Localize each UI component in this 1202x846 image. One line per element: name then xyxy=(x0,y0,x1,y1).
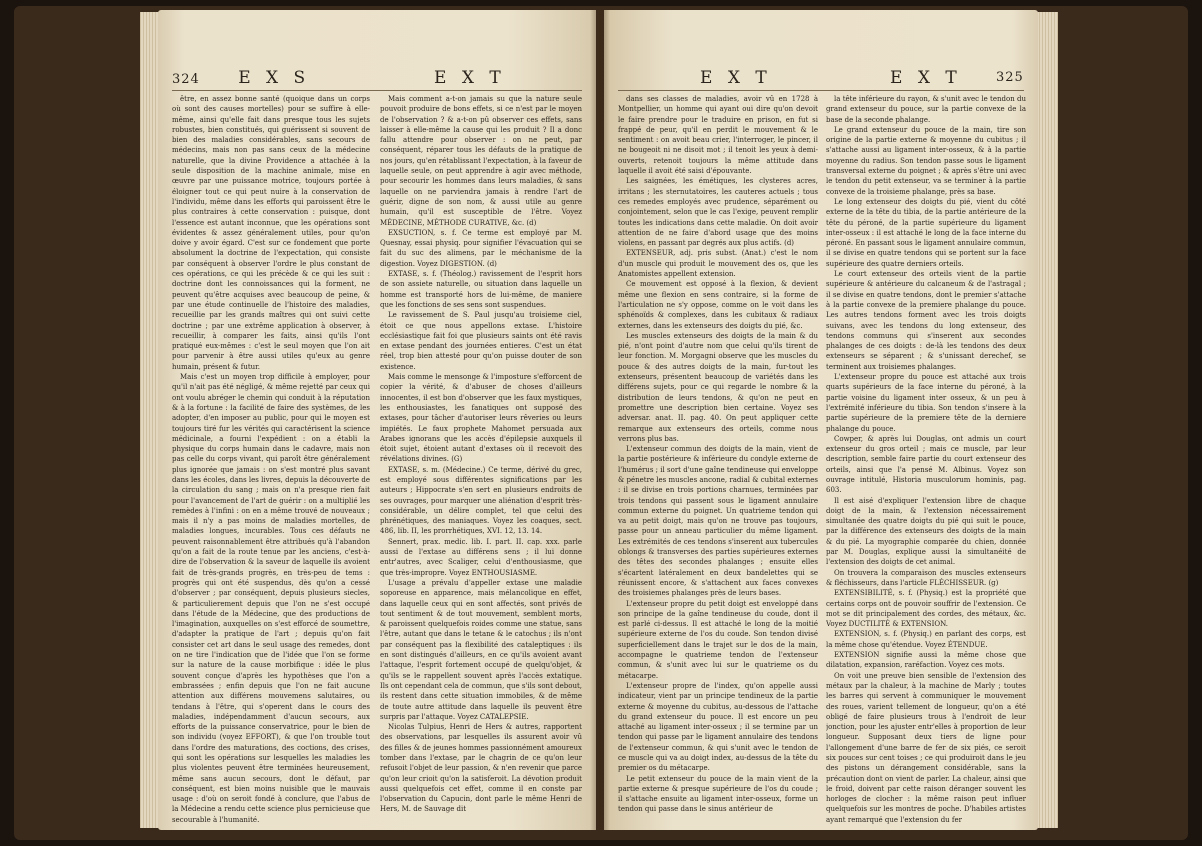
left-head-word-2: E X T xyxy=(434,68,506,88)
paragraph: On voit une preuve bien sensible de l'extension des métaux par la chaleur, à la machine de Marly ; toutes les barres qui servent à communiquer le mouvement des roues, varient tellement de longueur, qu'on a été obligé de faire plusieurs trous à l'endroit de leur jonction, pour les ajuster entr'elles à proportion de leur longueur. Supposant deux tiers de ligne pour l'allongement d'une barre de fer de six piés, ce seroit six pouces sur cent toises ; ce qui produiroit dans le jeu des pistons un dérangement considérable, sans la précaution dont on vient de parler. La chaleur, ainsi que le froid, doivent par cette raison déranger souvent les horloges de clocher : la même raison peut influer quelquefois sur les montres de poche. D'habiles artistes ayant remarqué que l'extension du fer xyxy=(826,671,1026,824)
paragraph: être, en assez bonne santé (quoique dans un corps où sont des causes mortelles) pour se suffire à elle-même, ainsi qu'elle fait dans presque tous les sujets robustes, bien constitués, qui guérissent si souvent de bien des maladies considérables, sans secours de médecins, mais non pas sans ceux de la médecine naturelle, que la divine Providence a attachée à la seule disposition de la machine animale, mise en œuvre par une puissance motrice, toujours portée à éloigner tout ce qui peut nuire à la conservation de l'individu, même dans les efforts qui paroissent être le plus contraires à cette conservation : puisque, dont l'essence est autant inconnue, que les opérations sont évidentes & assez généralement utiles, pour qu'on doive y avoir égard. C'est sur ce fondement que porte absolument la doctrine de l'expectation, qui consiste par conséquent à observer l'ordre le plus constant de ces opérations, ce qui les précède & ce qui les suit : doctrine dont les connoissances qui la forment, ne peuvent qu'être acquises avec beaucoup de peine, & par une étude continuelle de l'histoire des maladies, recueillie par les grands maîtres qui ont suivi cette doctrine ; par une extrême application à observer, à recueillir, à comparer les faits, ainsi qu'ils l'ont pratiqué eux-mêmes : c'est le seul moyen que l'on ait pour parvenir à être aussi utiles qu'eux au genre humain, présent & futur. xyxy=(172,95,370,371)
left-page-number: 324 xyxy=(172,72,200,87)
paragraph: On trouvera la comparaison des muscles extenseurs & fléchisseurs, dans l'article FLÉCHISSEUR. (g) xyxy=(826,568,1026,587)
right-page xyxy=(604,10,1038,830)
paragraph: Sennert, prax. medic. lib. I. part. II. cap. xxx. parle aussi de l'extase au différens sens ; il lui donne entr'autres, avec Scaliger, celui d'enthousiasme, que que très-impropre. Voyez ENTHOUSIASME. xyxy=(380,537,582,577)
right-page-column-2 xyxy=(826,94,1026,824)
paragraph: Le petit extenseur du pouce de la main vient de la partie externe & presque supérieure de l'os du coude ; il s'attache ensuite au ligament inter-osseux, forme un tendon qui passe dans le sinus antérieur de xyxy=(618,774,818,814)
paragraph: Le court extenseur des orteils vient de la partie supérieure & antérieure du calcaneum & de l'astragal ; il se divise en quatre tendons, dont le premier s'attache à la partie convexe de la premiere phalange du pouce. Les autres tendons forment avec les trois doigts suivans, avec les tendons du long extenseur, des tendons communs qui s'inserent aux secondes phalanges de ces doigts : de-là les tendons des deux extenseurs se séparent ; & s'unissant derechef, se terminent aux troisiemes phalanges. xyxy=(826,270,1026,371)
left-page xyxy=(158,10,596,830)
right-head-word-2: E X T xyxy=(890,68,962,88)
paragraph: Mais c'est un moyen trop difficile à employer, pour qu'il n'ait pas été négligé, & même rejetté par ceux qui ont voulu abréger le chemin qui conduit à la réputation & à la fortune : la facilité de faire des systèmes, de les adopter, d'en imposer au public, pour qui le moyen est toujours tiré fur les vérités qui caractérisent la science médicinale, a fourni l'expédient : on a établi la physique du corps humain dans le cadavre, mais non pas celle du corps vivant, qui paroît être généralement plus ignorée que jamais : on s'est montré plus savant dans les écoles, dans les livres, depuis la découverte de la circulation du sang ; mais on n'a presque rien fait pour l'avancement de l'art de guérir : on a multiplié les remèdes à l'infini : on en a même trouvé de nouveaux ; mais il n'y a pas moins de maladies mortelles, de maladies longues, incurables. Tous ces défauts ne peuvent raisonnablement être attribués qu'à l'abandon qu'on a fait de la route tenue par les anciens, c'est-à-dire de l'observation & la saveur de laquelle ils avoient fait de très-grands progrès, en très-peu de tems : progrès qui ont été suspendus, dès qu'on a cessé d'observer ; par conséquent, depuis plusieurs siecles, & particulierement depuis que l'on ne s'est occupé dans l'étude de la Médecine, que des productions de l'imagination, auxquelles on s'est efforcé de soumettre, d'adapter la pratique de l'art ; depuis qu'on fait consister cet art dans le seul usage des remedes, dont on ne tire l'indication que de l'idée que l'on se forme sur la nature de la cause morbifique : idée le plus souvent conçue d'après les hypothèses que l'on a embrassées ; enfin depuis que l'on ne fait aucune attention aux différens mouvemens salutaires, ou tendans à l'être, qui s'operent dans le cours des maladies, indépendamment d'aucun secours, aux efforts de la puissance conservatrice, pour le bien de son individu (voyez EFFORT), & que l'on trouble tout dans l'ordre des maturations, des coctions, des crises, qui sont les opérations sur lesquelles les maladies les plus violentes peuvent être terminées heureusement, même sans aucun secours, dont le défaut, par conséquent, est bien moins nuisible que le mauvais usage : d'où on seroit fondé à conclure, que l'abus de la Médecine a rendu cette science plus pernicieuse que secourable à l'humanité. xyxy=(172,373,370,824)
right-running-head xyxy=(618,68,1026,88)
paragraph: dans ses classes de maladies, avoir vû en 1728 à Montpellier, un homme qui ayant oui dire qu'on devoit le faire prendre pour le traduire en prison, en fut si frappé de peur, qu'il en perdit le mouvement & le sentiment : on avoit beau crier, l'interroger, le pincer, il ne bougeoit ni ne disoit mot ; il tenoit les yeux à demi-ouverts, retenoit toujours la même attitude dans laquelle il avoit été saisi d'épouvante. xyxy=(618,95,818,176)
right-page-edges xyxy=(1036,12,1058,828)
left-running-head xyxy=(172,68,582,88)
left-page-column-1 xyxy=(172,94,370,824)
right-page-number: 325 xyxy=(996,70,1024,85)
paragraph: L'usage a prévalu d'appeller extase une maladie soporeuse en apparence, mais mélancolique en effet, dans laquelle ceux qui en sont affectés, sont privés de tout sentiment & de tout mouvement, semblent morts, & paroissent quelquefois roides comme une statue, sans l'être, autant que dans le tetane & le catochus ; ils n'ont par conséquent pas la flexibilité des cataleptiques : ils en sont distingués d'ailleurs, en ce qu'ils avoient avant l'attaque, l'esprit fortement occupé de quelqu'objet, & qu'ils se le rappellent souvent après l'accès extatique. Ils ont cependant cela de commun, que s'ils sont debout, ils restent dans cette situation immobiles, & de même de toute autre attitude dans laquelle ils peuvent être surpris par l'attaque. Voyez CATALEPSIE. xyxy=(380,578,582,721)
paragraph: Mais comment a-t-on jamais su que la nature seule pouvoit produire de bons effets, si ce n'est par le moyen de l'observation ? & a-t-on pû observer ces effets, sans laisser à elle-même la cause qui les produit ? Il a donc fallu attendre pour observer : on ne peut, par conséquent, réparer tous les défauts de la pratique de nos jours, qu'en rétablissant l'expectation, à la faveur de laquelle seule, on peut apprendre à agir avec méthode, pour secourir les hommes dans leurs maladies, & sans laquelle on ne parviendra jamais à rendre l'art de guérir, digne de son nom, & aussi utile au genre humain, qu'il est susceptible de l'être. Voyez MÉDECINE, MÉTHODE CURATIVE, &c. (d) xyxy=(380,95,582,227)
paragraph: Le grand extenseur du pouce de la main, tire son origine de la partie externe & moyenne du cubitus ; il s'attache aussi au ligament inter-osseux, & à la partie moyenne du radius. Son tendon passe sous le ligament transversal externe du poignet ; & après s'être uni avec le tendon du petit extenseur, va se terminer à la partie convexe de la troisieme phalange, près sa base. xyxy=(826,125,1026,196)
left-page-edges xyxy=(140,12,160,828)
book-gutter xyxy=(590,10,610,830)
paragraph: Le ravissement de S. Paul jusqu'au troisieme ciel, étoit ce que nous appellons extase. L'histoire ecclésiastique fait foi que plusieurs saints ont été ravis en extase pendant des journées entieres. C'est un état réel, trop bien attesté pour qu'on puisse douter de son existence. xyxy=(380,311,582,371)
right-head-word-1: E X T xyxy=(700,68,772,88)
paragraph: EXTENSION, s. f. (Physiq.) en parlant des corps, est la même chose qu'étendue. Voyez ÉTENDUE. xyxy=(826,630,1026,649)
paragraph: EXTENSION signifie aussi la même chose que dilatation, expansion, raréfaction. Voyez ces mots. xyxy=(826,651,1026,670)
paragraph: L'extenseur propre du pouce est attaché aux trois quarts supérieurs de la face interne du péroné, à la partie voisine du ligament inter osseux, & un peu à l'extrémité inférieure du tibia. Son tendon s'insere à la partie supérieure de la premiere tête de la derniere phalange du pouce. xyxy=(826,373,1026,433)
left-head-rule xyxy=(172,90,582,91)
paragraph: la tête inférieure du rayon, & s'unit avec le tendon du grand extenseur du pouce, sur la partie convexe de la base de la seconde phalange. xyxy=(826,95,1026,124)
paragraph: Nicolas Tulpius, Henri de Hers & autres, rapportent des observations, par lesquelles ils assurent avoir vû des filles & de jeunes hommes passionnément amoureux tomber dans l'extase, par le chagrin de ce qu'on leur refusoit l'objet de leur passion, & n'en revenir que parce qu'on leur crioit qu'on la satisferoit. La dévotion produit aussi quelquefois cet effet, comme il en conste par l'observation du Capucin, dont parle le même Henri de Hers, M. de Sauvage dit xyxy=(380,723,582,814)
paragraph: EXSUCTION, s. f. Ce terme est employé par M. Quesnay, essai physiq. pour signifier l'évacuation qui se fait du suc des alimens, par le méchanisme de la digestion. Voyez DIGESTION. (d) xyxy=(380,228,582,268)
paragraph: Les saignées, les émétiques, les clysteres acres, irritans ; les sternutatoires, les cauteres actuels ; tous ces remedes employés avec prudence, séparément ou conjointement, selon que le cas l'exige, peuvent remplir toutes les indications dans cette maladie. On doit avoir attention de ne faire d'abord usage que des moins violens, en passant par degrés aux plus actifs. (d) xyxy=(618,177,818,248)
right-head-rule xyxy=(618,90,1024,91)
left-head-word-1: E X S xyxy=(238,68,311,88)
paragraph: EXTENSIBILITÉ, s. f. (Physiq.) est la propriété que certains corps ont de pouvoir souffrir de l'extension. Ce mot se dit principalement des cordes, des métaux, &c. Voyez DUCTILITÉ & EXTENSION. xyxy=(826,589,1026,629)
paragraph: L'extenseur propre de l'index, qu'on appelle aussi indicateur, vient par un principe tendineux de la partie externe & moyenne du cubitus, au-dessous de l'attache du grand extenseur du pouce. Il est encore un peu attaché au ligament inter-osseux ; il se termine par un tendon qui passe par le ligament annulaire des tendons de l'extenseur commun, & qui s'unit avec le tendon de ce muscle qui va au doigt index, au-dessus de la tête du premier os du métacarpe. xyxy=(618,681,818,773)
paragraph: EXTENSEUR, adj. pris subst. (Anat.) c'est le nom d'un muscle qui produit le mouvement des os, que les Anatomistes appellent extension. xyxy=(618,249,818,279)
paragraph: Ce mouvement est opposé à la flexion, & devient même une flexion en sens contraire, si la forme de l'articulation ne s'y oppose, comme on le voit dans les sphénoïds & complexes, dans les cubitaux & radiaux externes, dans les extenseurs des doigts du pié, &c. xyxy=(618,280,818,330)
paragraph: Il est aisé d'expliquer l'extension libre de chaque doigt de la main, & l'extension nécessairement simultanée des quatre doigts du pié qui suit le pouce, par la différence des extenseurs des doigts de la main & du pié. La myographie comparée du chien, donnée par M. Douglas, explique aussi la simultanéité de l'extension des doigts de cet animal. xyxy=(826,496,1026,567)
paragraph: L'extenseur propre du petit doigt est enveloppé dans son principe de la gaîne tendineuse du coude, dont il est parlé ci-dessus. Il est attaché le long de la moitié supérieure externe de l'os du coude. Son tendon divisé superficiellement dans le trajet sur le dos de la main, accompagne le quatrieme tendon de l'extenseur commun, & s'unit avec lui sur le quatrieme os du métacarpe. xyxy=(618,599,818,680)
paragraph: L'extenseur commun des doigts de la main, vient de la partie postérieure & inférieure du condyle externe de l'humérus ; il sort d'une gaîne tendineuse qui enveloppe & pénetre les muscles ancone, radial & cubital externes : il se divise en trois portions charnues, terminées par trois tendons qui passent sous le ligament annulaire commun externe du poignet. Un quatrieme tendon qui va au petit doigt, mais qu'on ne trouve pas toujours, passe pour un anneau particulier du même ligament. Les extrémités de ces tendons s'inserent aux tubercules oblongs & transverses des parties supérieures externes des têtes des secondes phalanges ; ensuite elles s'écartent latéralement en deux bandelettes qui se réunissent encore, & s'attachent aux faces convexes des troisiemes phalanges près de leurs bases. xyxy=(618,445,818,598)
right-page-column-1 xyxy=(618,94,818,824)
paragraph: Les muscles extenseurs des doigts de la main & du pié, n'ont point d'autre nom que celui qu'ils tirent de leur fonction. M. Morgagni observe que les muscles du pouce & des autres doigts de la main, fur-tout les extenseurs, présentent beaucoup de variétés dans les différens sujets, pour ce qui regarde le nombre & la distribution de leurs tendons, & qu'on ne peut en promettre une description bien certaine. Voyez ses adversar. anat. II. pag. 40. On peut appliquer cette remarque aux extenseurs des orteils, comme nous verrons plus bas. xyxy=(618,331,818,443)
left-page-column-2 xyxy=(380,94,582,824)
paragraph: Mais comme le mensonge & l'imposture s'efforcent de copier la vérité, & d'abuser de choses d'ailleurs innocentes, il est bon d'observer que les faux mystiques, les enthousiastes, les fanatiques ont supposé des extases, pour tâcher d'autoriser leurs rêveries ou leurs impiétés. Le faux prophete Mahomet persuada aux Arabes ignorans que les accès d'épilepsie auxquels il étoit sujet, étoient autant d'extases où il recevoit des révélations divines. (G) xyxy=(380,373,582,464)
paragraph: Cowper, & après lui Douglas, ont admis un court extenseur du gros orteil ; mais ce muscle, par leur description, semble faire partie du court extenseur des orteils, ainsi que l'a pensé M. Albinus. Voyez son ouvrage intitulé, Historia musculorum hominis, pag. 603. xyxy=(826,434,1026,495)
paragraph: EXTASE, s. m. (Médecine.) Ce terme, dérivé du grec, est employé sous différentes significations par les auteurs ; Hippocrate s'en sert en plusieurs endroits de ses ouvrages, pour marquer une aliénation d'esprit très-considérable, un délire complet, tel que celui des phrénétiques, des maniaques. Voyez les coaques, sect. 486, lib. II, les prorrhétiques, XVI. 12, 13. 14. xyxy=(380,465,582,536)
paragraph: Le long extenseur des doigts du pié, vient du côté externe de la tête du tibia, de la partie antérieure de la tête du péroné, de la partie supérieure du ligament inter-osseux : il est attaché le long de la face interne du péroné. En passant sous le ligament annulaire commun, il se divise en quatre tendons qui se portent sur la face supérieure des quatre derniers orteils. xyxy=(826,197,1026,268)
paragraph: EXTASE, s. f. (Théolog.) ravissement de l'esprit hors de son assiete naturelle, ou situation dans laquelle un homme est transporté hors de lui-même, de maniere que les fonctions de ses sens sont suspendues. xyxy=(380,270,582,309)
